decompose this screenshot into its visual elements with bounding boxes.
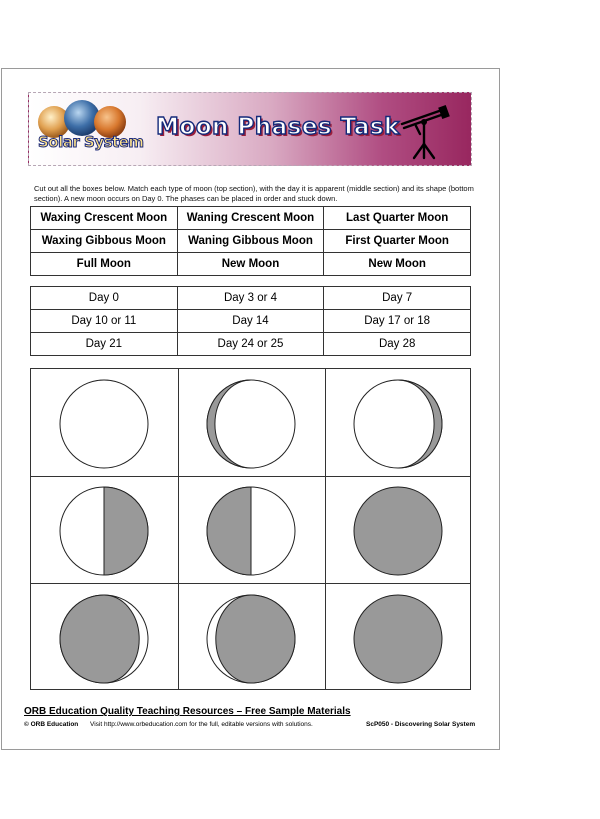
moon-phase-icon xyxy=(352,378,444,470)
day-cell[interactable]: Day 10 or 11 xyxy=(31,310,178,333)
day-cell[interactable]: Day 17 or 18 xyxy=(324,310,471,333)
phase-name-cell[interactable]: Waxing Crescent Moon xyxy=(31,207,178,230)
days-table xyxy=(30,286,471,356)
moon-shape-cell[interactable] xyxy=(31,369,178,476)
footer-code: ScP050 - Discovering Solar System xyxy=(366,721,476,728)
moon-phase-icon xyxy=(205,378,297,470)
footer-copyright xyxy=(24,721,78,728)
moon-phase-icon xyxy=(352,485,444,577)
logo-text: Solar System xyxy=(38,133,144,151)
moon-shape-cell[interactable] xyxy=(178,584,325,691)
telescope-icon xyxy=(396,100,454,160)
day-cell[interactable]: Day 7 xyxy=(324,287,471,310)
moon-phase-icon xyxy=(58,485,150,577)
moon-shape-cell[interactable] xyxy=(325,584,472,691)
day-cell[interactable]: Day 21 xyxy=(31,333,178,356)
solar-system-logo xyxy=(34,98,130,162)
phase-name-cell[interactable]: New Moon xyxy=(324,253,471,276)
day-cell[interactable]: Day 24 or 25 xyxy=(177,333,324,356)
day-cell[interactable]: Day 14 xyxy=(177,310,324,333)
copyright-text: © ORB Education xyxy=(24,721,79,728)
phase-name-cell[interactable]: Waning Gibbous Moon xyxy=(177,230,324,253)
phase-name-cell[interactable]: First Quarter Moon xyxy=(324,230,471,253)
moon-phase-icon xyxy=(205,593,297,685)
instructions-text: Cut out all the boxes below. Match each type of moon (top section), with the day it is apparent (middle section) and its shape (bottom section). A new moon occurs on Day 0. The phases can be placed in order and stuck down. xyxy=(34,184,474,203)
day-cell[interactable]: Day 0 xyxy=(31,287,178,310)
moon-shape-cell[interactable] xyxy=(325,476,472,583)
phase-name-cell[interactable]: New Moon xyxy=(177,253,324,276)
phase-name-cell[interactable]: Last Quarter Moon xyxy=(324,207,471,230)
footer-title: ORB Education Quality Teaching Resources – Free Sample Materials xyxy=(24,706,351,717)
moon-phase-icon xyxy=(352,593,444,685)
moon-shape-cell[interactable] xyxy=(178,476,325,583)
moon-phase-icon xyxy=(205,485,297,577)
phase-name-cell[interactable]: Waxing Gibbous Moon xyxy=(31,230,178,253)
moon-shape-cell[interactable] xyxy=(31,584,178,691)
day-cell[interactable]: Day 3 or 4 xyxy=(177,287,324,310)
moon-phase-icon xyxy=(58,378,150,470)
footer-visit-text: Visit http://www.orbeducation.com for the full, editable versions with solutions. xyxy=(90,721,313,728)
phase-name-cell[interactable]: Full Moon xyxy=(31,253,178,276)
phase-name-cell[interactable]: Waning Crescent Moon xyxy=(177,207,324,230)
moon-phase-icon xyxy=(58,593,150,685)
moon-shapes-grid xyxy=(30,368,471,690)
moon-shape-cell[interactable] xyxy=(178,369,325,476)
moon-shape-cell[interactable] xyxy=(325,369,472,476)
phase-names-table xyxy=(30,206,471,276)
page-title: Moon Phases Task xyxy=(156,114,400,140)
day-cell[interactable]: Day 28 xyxy=(324,333,471,356)
moon-shape-cell[interactable] xyxy=(31,476,178,583)
